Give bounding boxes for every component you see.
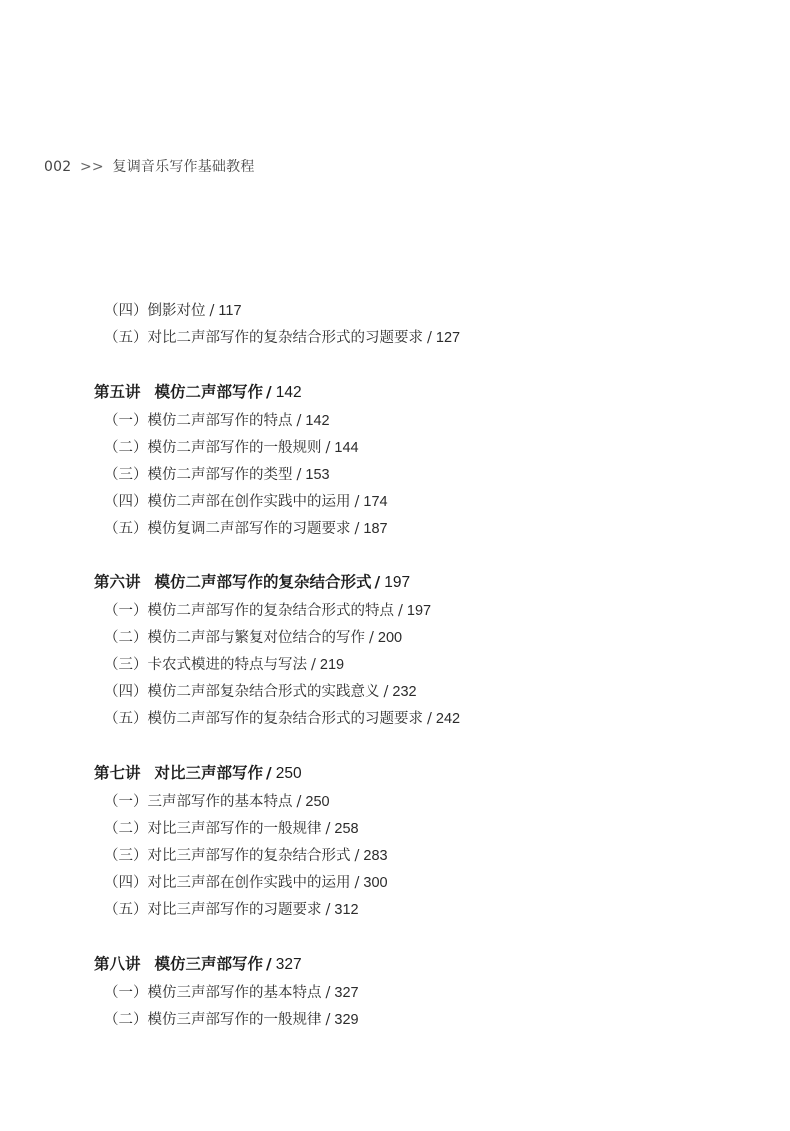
toc-entry-page: 187 [363, 521, 388, 537]
toc-entry[interactable]: （四）模仿二声部在创作实践中的运用 / 174 [104, 494, 388, 510]
chapter-title: 对比三声部写作 [154, 764, 264, 782]
toc-entry-page: 153 [305, 467, 330, 483]
toc-entry-page: 283 [363, 848, 388, 864]
toc-entry[interactable]: （二）模仿三声部写作的一般规律 / 329 [104, 1012, 359, 1028]
toc-entry-page: 197 [406, 603, 432, 619]
toc-entry-label: （三）模仿二声部写作的类型 [104, 467, 293, 483]
toc-chapter-heading[interactable]: 第七讲 对比三声部写作 / 250 [94, 764, 302, 782]
chapter-page: 197 [384, 574, 411, 591]
chapter-title: 模仿二声部写作 [154, 383, 264, 401]
toc-entry-label: （四）模仿二声部复杂结合形式的实践意义 [104, 684, 380, 700]
toc-entry[interactable]: （五）模仿复调二声部写作的习题要求 / 187 [104, 521, 388, 537]
toc-entry[interactable]: （三）对比三声部写作的复杂结合形式 / 283 [104, 848, 388, 864]
book-title: 复调音乐写作基础教程 [112, 159, 255, 175]
toc-entry[interactable]: （一）模仿二声部写作的复杂结合形式的特点 / 197 [104, 603, 432, 619]
toc-entry[interactable]: （三）卡农式模进的特点与写法 / 219 [104, 657, 345, 673]
toc-entry-label: （一）模仿三声部写作的基本特点 [104, 985, 322, 1001]
toc-entry[interactable]: （五）对比二声部写作的复杂结合形式的习题要求 / 127 [104, 330, 461, 346]
toc-entry-page: 300 [363, 875, 388, 891]
toc-entry[interactable]: （二）对比三声部写作的一般规律 / 258 [104, 821, 359, 837]
chapter-page: 327 [275, 956, 302, 973]
chapter-number: 第五讲 [94, 383, 141, 401]
chapter-title: 模仿二声部写作的复杂结合形式 [154, 573, 372, 591]
toc-entry-page: 142 [305, 413, 330, 429]
toc-entry[interactable]: （一）模仿二声部写作的特点 / 142 [104, 413, 330, 429]
toc-entry-page: 232 [392, 684, 417, 700]
toc-entry[interactable]: （三）模仿二声部写作的类型 / 153 [104, 467, 330, 483]
toc-entry-label: （五）模仿二声部写作的复杂结合形式的习题要求 [104, 711, 423, 727]
toc-chapter-heading[interactable]: 第五讲 模仿二声部写作 / 142 [94, 383, 302, 401]
toc-entry-page: 327 [334, 985, 359, 1001]
running-header [44, 156, 255, 176]
toc-entry[interactable]: （二）模仿二声部与繁复对位结合的写作 / 200 [104, 630, 403, 646]
toc-entry[interactable]: （四）对比三声部在创作实践中的运用 / 300 [104, 875, 388, 891]
toc-entry[interactable]: （一）模仿三声部写作的基本特点 / 327 [104, 985, 359, 1001]
chapter-number: 第六讲 [94, 573, 141, 591]
toc-entry-label: （一）模仿二声部写作的复杂结合形式的特点 [104, 603, 394, 619]
chapter-page: 250 [275, 765, 302, 782]
toc-entry[interactable]: （二）模仿二声部写作的一般规则 / 144 [104, 440, 359, 456]
toc-entry-label: （一）三声部写作的基本特点 [104, 794, 293, 810]
chapter-page: 142 [275, 384, 302, 401]
toc-entry-page: 117 [218, 303, 242, 319]
toc-entry-label: （二）对比三声部写作的一般规律 [104, 821, 322, 837]
toc-entry-label: （二）模仿二声部写作的一般规则 [104, 440, 322, 456]
toc-entry-page: 127 [435, 330, 461, 346]
header-separator: >> [79, 159, 104, 175]
toc-entry-page: 329 [334, 1012, 359, 1028]
toc-chapter-heading[interactable]: 第八讲 模仿三声部写作 / 327 [94, 955, 302, 973]
toc-entry-label: （五）对比三声部写作的习题要求 [104, 902, 322, 918]
toc-chapter-heading[interactable]: 第六讲 模仿二声部写作的复杂结合形式 / 197 [94, 573, 411, 591]
toc-entry-page: 258 [334, 821, 359, 837]
toc-entry-page: 219 [319, 657, 345, 673]
toc-entry-label: （四）倒影对位 [104, 303, 206, 319]
toc-entry-page: 174 [363, 494, 388, 510]
toc-entry[interactable]: （一）三声部写作的基本特点 / 250 [104, 794, 330, 810]
chapter-title: 模仿三声部写作 [154, 955, 264, 973]
toc-entry-label: （五）模仿复调二声部写作的习题要求 [104, 521, 351, 537]
toc-entry[interactable]: （五）模仿二声部写作的复杂结合形式的习题要求 / 242 [104, 711, 461, 727]
toc-entry-label: （五）对比二声部写作的复杂结合形式的习题要求 [104, 330, 423, 346]
toc-entry-page: 144 [334, 440, 359, 456]
chapter-number: 第八讲 [94, 955, 141, 973]
chapter-number: 第七讲 [94, 764, 141, 782]
toc-entry-label: （四）模仿二声部在创作实践中的运用 [104, 494, 351, 510]
page-number: 002 [44, 159, 72, 175]
toc-entry-page: 250 [305, 794, 330, 810]
toc-entry[interactable]: （四）模仿二声部复杂结合形式的实践意义 / 232 [104, 684, 417, 700]
toc-entry-label: （四）对比三声部在创作实践中的运用 [104, 875, 351, 891]
toc-entry-label: （二）模仿二声部与繁复对位结合的写作 [104, 630, 365, 646]
toc-entry-label: （一）模仿二声部写作的特点 [104, 413, 293, 429]
toc-entry[interactable]: （四）倒影对位 / 117 [104, 303, 242, 319]
toc-entry-label: （三）对比三声部写作的复杂结合形式 [104, 848, 351, 864]
toc-entry[interactable]: （五）对比三声部写作的习题要求 / 312 [104, 902, 359, 918]
toc-entry-label: （二）模仿三声部写作的一般规律 [104, 1012, 322, 1028]
toc-entry-label: （三）卡农式模进的特点与写法 [104, 657, 307, 673]
toc-entry-page: 200 [377, 630, 403, 646]
toc-entry-page: 242 [435, 711, 461, 727]
toc-entry-page: 312 [334, 902, 359, 918]
